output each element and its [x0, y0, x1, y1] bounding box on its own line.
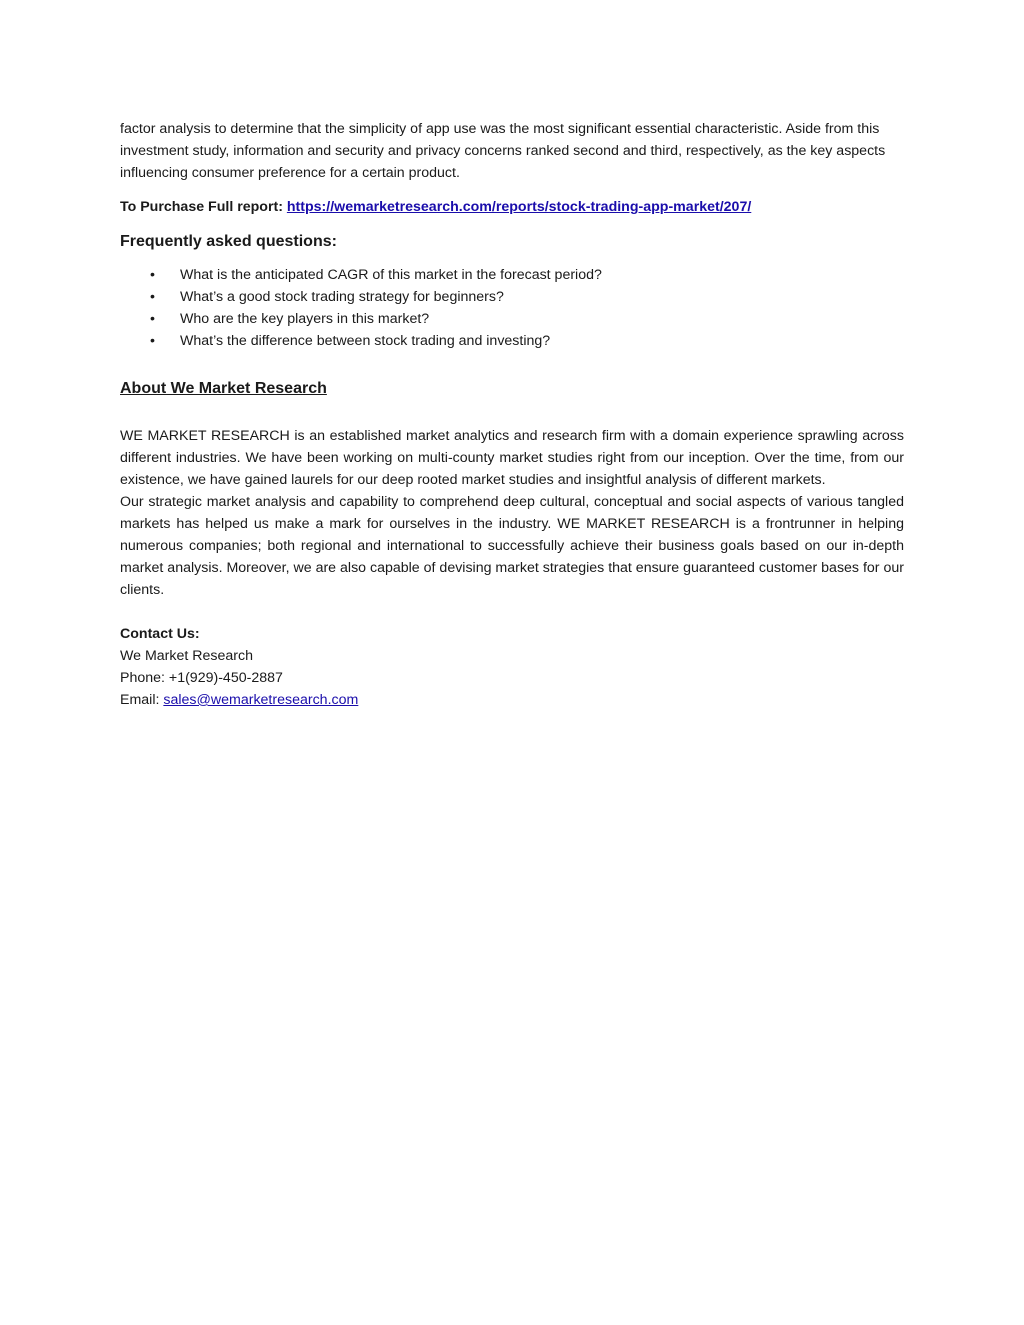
- bullet-icon: •: [150, 267, 155, 283]
- faq-item-text: What is the anticipated CAGR of this market in the forecast period?: [180, 267, 602, 283]
- bullet-icon: •: [150, 311, 155, 327]
- contact-email-line: [120, 689, 904, 711]
- faq-item: [120, 308, 904, 330]
- purchase-line: [120, 196, 904, 218]
- document-page: [120, 118, 904, 711]
- contact-company: We Market Research: [120, 648, 253, 664]
- purchase-label: To Purchase Full report:: [120, 199, 283, 215]
- contact-label: Contact Us:: [120, 626, 200, 642]
- contact-email-link[interactable]: sales@wemarketresearch.com: [163, 692, 359, 708]
- about-heading: About We Market Research: [120, 380, 327, 397]
- contact-block: [120, 623, 904, 711]
- faq-item: [120, 330, 904, 352]
- about-body: [120, 425, 904, 601]
- faq-list: [120, 264, 904, 352]
- purchase-link[interactable]: https://wemarketresearch.com/reports/stock-trading-app-market/207/: [286, 199, 752, 215]
- intro-paragraph: factor analysis to determine that the simplicity of app use was the most significant essential characteristic. Aside from this investment study, information and security and privacy concerns ranked second and third, respectively, as the key aspects influencing consumer preference for a certain product.: [120, 121, 886, 181]
- about-paragraph: WE MARKET RESEARCH is an established market analytics and research firm with a domain experience sprawling across different industries. We have been working on multi-county market studies right from our inception. Over the time, from our existence, we have gained laurels for our deep rooted market studies and insightful analysis of different markets.: [120, 428, 904, 488]
- contact-email-label: Email:: [120, 692, 164, 708]
- contact-phone: Phone: +1(929)-450-2887: [120, 670, 283, 686]
- bullet-icon: •: [150, 333, 155, 349]
- faq-item-text: Who are the key players in this market?: [180, 311, 430, 327]
- faq-item: [120, 286, 904, 308]
- about-paragraph: Our strategic market analysis and capability to comprehend deep cultural, conceptual and social aspects of various tangled markets has helped us make a mark for ourselves in the industry. WE MARKET RESEARCH is a frontrunner in helping numerous companies; both regional and international to successfully achieve their business goals based on our in-depth market analysis. Moreover, we are also capable of devising market strategies that ensure guaranteed customer bases for our clients.: [120, 494, 904, 598]
- faq-heading: Frequently asked questions:: [120, 233, 337, 250]
- faq-item-text: What’s the difference between stock trading and investing?: [180, 333, 551, 349]
- faq-item: [120, 264, 904, 286]
- faq-item-text: What’s a good stock trading strategy for beginners?: [180, 289, 504, 305]
- bullet-icon: •: [150, 289, 155, 305]
